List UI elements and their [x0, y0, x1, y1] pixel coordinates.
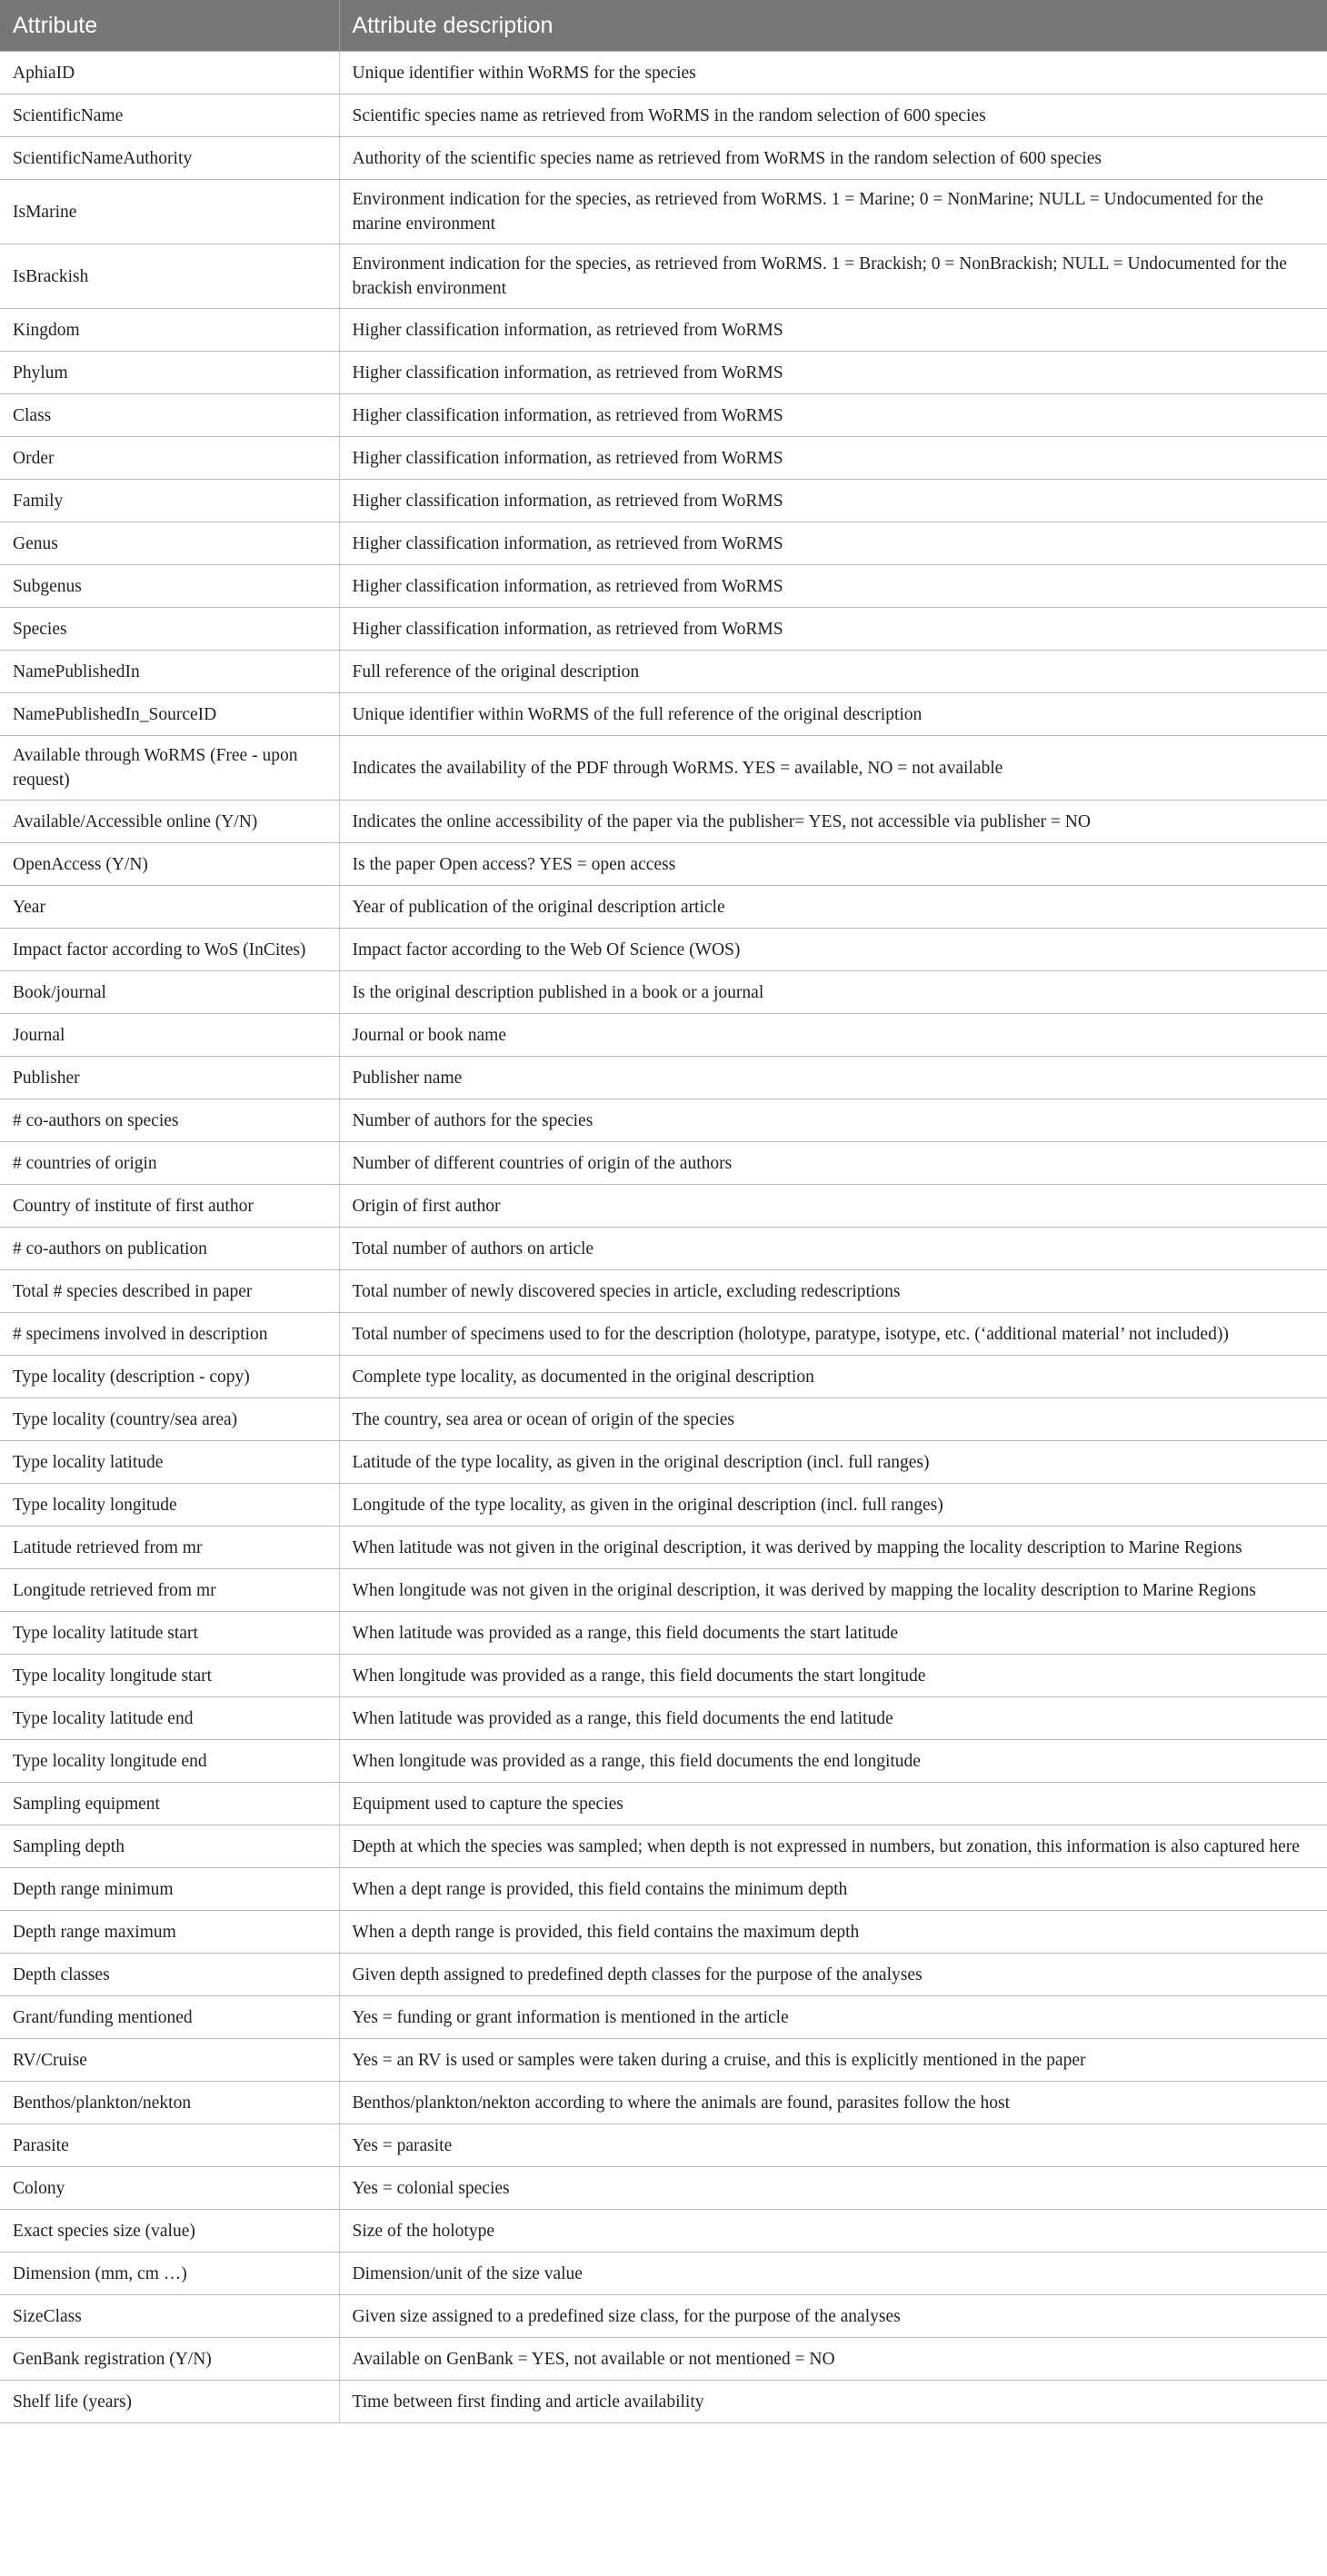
table-row — [0, 929, 1327, 971]
attribute-cell: Type locality longitude — [0, 1484, 339, 1527]
attribute-cell: Latitude retrieved from mr — [0, 1527, 339, 1569]
attribute-cell: # countries of origin — [0, 1142, 339, 1185]
attribute-description-cell: Higher classification information, as retrieved from WoRMS — [339, 565, 1327, 608]
attribute-description-cell: Higher classification information, as retrieved from WoRMS — [339, 352, 1327, 394]
attribute-description-cell: Total number of newly discovered species in article, excluding redescriptions — [339, 1270, 1327, 1313]
attribute-description-cell: When longitude was provided as a range, this field documents the end longitude — [339, 1740, 1327, 1783]
attribute-cell: # specimens involved in description — [0, 1313, 339, 1356]
attribute-cell: NamePublishedIn_SourceID — [0, 693, 339, 736]
table-row — [0, 1740, 1327, 1783]
attribute-description-cell: When latitude was provided as a range, this field documents the start latitude — [339, 1612, 1327, 1655]
attribute-cell: Impact factor according to WoS (InCites) — [0, 929, 339, 971]
attribute-cell: Book/journal — [0, 971, 339, 1014]
attribute-cell: Kingdom — [0, 309, 339, 352]
attribute-cell: OpenAccess (Y/N) — [0, 843, 339, 886]
table-row — [0, 1313, 1327, 1356]
attribute-cell: Sampling depth — [0, 1825, 339, 1868]
table-row — [0, 1356, 1327, 1398]
attribute-description-cell: Number of different countries of origin of the authors — [339, 1142, 1327, 1185]
attribute-description-cell: The country, sea area or ocean of origin of the species — [339, 1398, 1327, 1441]
attribute-cell: Depth range maximum — [0, 1911, 339, 1954]
table-row — [0, 1270, 1327, 1313]
attribute-cell: Publisher — [0, 1057, 339, 1099]
table-row — [0, 1057, 1327, 1099]
table-header — [0, 0, 1327, 52]
attribute-description-cell: Number of authors for the species — [339, 1099, 1327, 1142]
attribute-cell: Class — [0, 394, 339, 437]
table-row — [0, 137, 1327, 180]
attribute-description-cell: Yes = colonial species — [339, 2167, 1327, 2210]
attribute-cell: Shelf life (years) — [0, 2381, 339, 2423]
table-row — [0, 1868, 1327, 1911]
table-row — [0, 2082, 1327, 2124]
table-row — [0, 2253, 1327, 2295]
table-row — [0, 1142, 1327, 1185]
attribute-description-cell: Yes = parasite — [339, 2124, 1327, 2167]
attribute-description-cell: Indicates the availability of the PDF through WoRMS. YES = available, NO = not available — [339, 736, 1327, 801]
attribute-description-cell: Full reference of the original description — [339, 651, 1327, 693]
attribute-description-cell: Given depth assigned to predefined depth classes for the purpose of the analyses — [339, 1954, 1327, 1996]
attribute-cell: Parasite — [0, 2124, 339, 2167]
attribute-description-cell: Dimension/unit of the size value — [339, 2253, 1327, 2295]
attribute-description-cell: Environment indication for the species, as retrieved from WoRMS. 1 = Marine; 0 = NonMarine; NULL = Undocumented for the marine environment — [339, 180, 1327, 244]
table-row — [0, 1441, 1327, 1484]
attribute-description-cell: When a dept range is provided, this field contains the minimum depth — [339, 1868, 1327, 1911]
table-row — [0, 736, 1327, 801]
table-row — [0, 565, 1327, 608]
table-row — [0, 52, 1327, 94]
attribute-description-cell: Higher classification information, as retrieved from WoRMS — [339, 394, 1327, 437]
attribute-description-cell: Depth at which the species was sampled; when depth is not expressed in numbers, but zonation, this information is also captured here — [339, 1825, 1327, 1868]
table-row — [0, 693, 1327, 736]
attribute-cell: Dimension (mm, cm …) — [0, 2253, 339, 2295]
attribute-cell: Type locality latitude end — [0, 1697, 339, 1740]
table-row — [0, 2039, 1327, 2082]
attribute-cell: Available/Accessible online (Y/N) — [0, 801, 339, 843]
attribute-description-cell: When a depth range is provided, this field contains the maximum depth — [339, 1911, 1327, 1954]
table-row — [0, 801, 1327, 843]
attribute-description-cell: Yes = funding or grant information is mentioned in the article — [339, 1996, 1327, 2039]
attribute-cell: IsBrackish — [0, 244, 339, 309]
attribute-cell: # co-authors on species — [0, 1099, 339, 1142]
attribute-cell: Depth classes — [0, 1954, 339, 1996]
table-row — [0, 1484, 1327, 1527]
attribute-description-cell: When longitude was not given in the original description, it was derived by mapping the locality description to Marine Regions — [339, 1569, 1327, 1612]
table-row — [0, 1825, 1327, 1868]
attribute-cell: Journal — [0, 1014, 339, 1057]
table-row — [0, 1996, 1327, 2039]
attribute-description-cell: Total number of authors on article — [339, 1228, 1327, 1270]
table-row — [0, 1612, 1327, 1655]
attribute-description-cell: Is the paper Open access? YES = open access — [339, 843, 1327, 886]
table-row — [0, 1527, 1327, 1569]
attribute-description-cell: Year of publication of the original description article — [339, 886, 1327, 929]
table-row — [0, 2295, 1327, 2338]
attribute-cell: Benthos/plankton/nekton — [0, 2082, 339, 2124]
attribute-description-cell: When latitude was provided as a range, this field documents the end latitude — [339, 1697, 1327, 1740]
attribute-cell: Type locality latitude — [0, 1441, 339, 1484]
attribute-cell: Genus — [0, 522, 339, 565]
attribute-cell: SizeClass — [0, 2295, 339, 2338]
attribute-description-cell: Yes = an RV is used or samples were taken during a cruise, and this is explicitly mentioned in the paper — [339, 2039, 1327, 2082]
attribute-cell: Phylum — [0, 352, 339, 394]
table-row — [0, 437, 1327, 480]
table-row — [0, 843, 1327, 886]
table-row — [0, 244, 1327, 309]
table-row — [0, 94, 1327, 137]
attribute-description-cell: Publisher name — [339, 1057, 1327, 1099]
attribute-cell: Available through WoRMS (Free - upon request) — [0, 736, 339, 801]
table-row — [0, 1099, 1327, 1142]
attribute-cell: Country of institute of first author — [0, 1185, 339, 1228]
attribute-cell: Total # species described in paper — [0, 1270, 339, 1313]
attribute-description-cell: Benthos/plankton/nekton according to where the animals are found, parasites follow the host — [339, 2082, 1327, 2124]
attribute-description-cell: Equipment used to capture the species — [339, 1783, 1327, 1825]
table-row — [0, 1911, 1327, 1954]
attribute-cell: Order — [0, 437, 339, 480]
attribute-description-cell: Impact factor according to the Web Of Science (WOS) — [339, 929, 1327, 971]
attribute-cell: ScientificName — [0, 94, 339, 137]
attribute-cell: IsMarine — [0, 180, 339, 244]
attribute-cell: Colony — [0, 2167, 339, 2210]
attribute-cell: Type locality (country/sea area) — [0, 1398, 339, 1441]
attribute-description-cell: Longitude of the type locality, as given in the original description (incl. full ranges) — [339, 1484, 1327, 1527]
table-row — [0, 1783, 1327, 1825]
attribute-description-cell: Latitude of the type locality, as given in the original description (incl. full ranges) — [339, 1441, 1327, 1484]
table-row — [0, 2338, 1327, 2381]
attribute-cell: RV/Cruise — [0, 2039, 339, 2082]
attribute-cell: Type locality (description - copy) — [0, 1356, 339, 1398]
attribute-description-cell: When latitude was not given in the original description, it was derived by mapping the locality description to Marine Regions — [339, 1527, 1327, 1569]
table-row — [0, 886, 1327, 929]
attribute-cell: Species — [0, 608, 339, 651]
attribute-cell: Type locality longitude end — [0, 1740, 339, 1783]
table-row — [0, 1014, 1327, 1057]
table-row — [0, 2381, 1327, 2423]
attribute-description-cell: Higher classification information, as retrieved from WoRMS — [339, 522, 1327, 565]
table-row — [0, 522, 1327, 565]
attribute-description-cell: Higher classification information, as retrieved from WoRMS — [339, 437, 1327, 480]
attribute-description-cell: Size of the holotype — [339, 2210, 1327, 2253]
table-row — [0, 1185, 1327, 1228]
table-row — [0, 971, 1327, 1014]
attribute-cell: Sampling equipment — [0, 1783, 339, 1825]
attribute-description-cell: Unique identifier within WoRMS for the species — [339, 52, 1327, 94]
attribute-cell: ScientificNameAuthority — [0, 137, 339, 180]
table-row — [0, 2167, 1327, 2210]
table-row — [0, 352, 1327, 394]
attribute-description-cell: Origin of first author — [339, 1185, 1327, 1228]
table-row — [0, 480, 1327, 522]
attribute-description-cell: Higher classification information, as retrieved from WoRMS — [339, 480, 1327, 522]
table-row — [0, 1655, 1327, 1697]
table-row — [0, 1697, 1327, 1740]
table-row — [0, 651, 1327, 693]
table-row — [0, 309, 1327, 352]
header-attribute: Attribute — [0, 0, 339, 52]
attribute-description-cell: When longitude was provided as a range, this field documents the start longitude — [339, 1655, 1327, 1697]
attribute-description-cell: Indicates the online accessibility of the paper via the publisher= YES, not accessible via publisher = NO — [339, 801, 1327, 843]
attribute-description-cell: Higher classification information, as retrieved from WoRMS — [339, 608, 1327, 651]
attribute-cell: # co-authors on publication — [0, 1228, 339, 1270]
attribute-description-cell: Environment indication for the species, as retrieved from WoRMS. 1 = Brackish; 0 = NonBrackish; NULL = Undocumented for the brackish environment — [339, 244, 1327, 309]
attribute-description-cell: Scientific species name as retrieved from WoRMS in the random selection of 600 species — [339, 94, 1327, 137]
attribute-description-cell: Higher classification information, as retrieved from WoRMS — [339, 309, 1327, 352]
attribute-cell: Subgenus — [0, 565, 339, 608]
table-row — [0, 180, 1327, 244]
attribute-description-cell: Unique identifier within WoRMS of the full reference of the original description — [339, 693, 1327, 736]
attribute-description-cell: Time between first finding and article availability — [339, 2381, 1327, 2423]
table-body — [0, 52, 1327, 2423]
attribute-description-cell: Total number of specimens used to for the description (holotype, paratype, isotype, etc. (‘additional material’ not included)) — [339, 1313, 1327, 1356]
table-row — [0, 394, 1327, 437]
attribute-cell: Family — [0, 480, 339, 522]
attribute-cell: Year — [0, 886, 339, 929]
attribute-description-cell: Is the original description published in a book or a journal — [339, 971, 1327, 1014]
attribute-cell: NamePublishedIn — [0, 651, 339, 693]
attribute-description-cell: Journal or book name — [339, 1014, 1327, 1057]
attribute-cell: Exact species size (value) — [0, 2210, 339, 2253]
attribute-description-cell: Authority of the scientific species name as retrieved from WoRMS in the random selection of 600 species — [339, 137, 1327, 180]
attribute-cell: Type locality latitude start — [0, 1612, 339, 1655]
attribute-description-cell: Given size assigned to a predefined size class, for the purpose of the analyses — [339, 2295, 1327, 2338]
attribute-cell: GenBank registration (Y/N) — [0, 2338, 339, 2381]
header-row — [0, 0, 1327, 52]
table-row — [0, 1569, 1327, 1612]
attribute-cell: Type locality longitude start — [0, 1655, 339, 1697]
attribute-description-cell: Available on GenBank = YES, not available or not mentioned = NO — [339, 2338, 1327, 2381]
table-row — [0, 608, 1327, 651]
table-row — [0, 1398, 1327, 1441]
table-row — [0, 2210, 1327, 2253]
attribute-cell: Longitude retrieved from mr — [0, 1569, 339, 1612]
table-row — [0, 2124, 1327, 2167]
table-row — [0, 1954, 1327, 1996]
attribute-cell: Grant/funding mentioned — [0, 1996, 339, 2039]
attribute-cell: AphiaID — [0, 52, 339, 94]
attribute-cell: Depth range minimum — [0, 1868, 339, 1911]
header-attribute-description: Attribute description — [339, 0, 1327, 52]
table-row — [0, 1228, 1327, 1270]
attribute-description-cell: Complete type locality, as documented in the original description — [339, 1356, 1327, 1398]
